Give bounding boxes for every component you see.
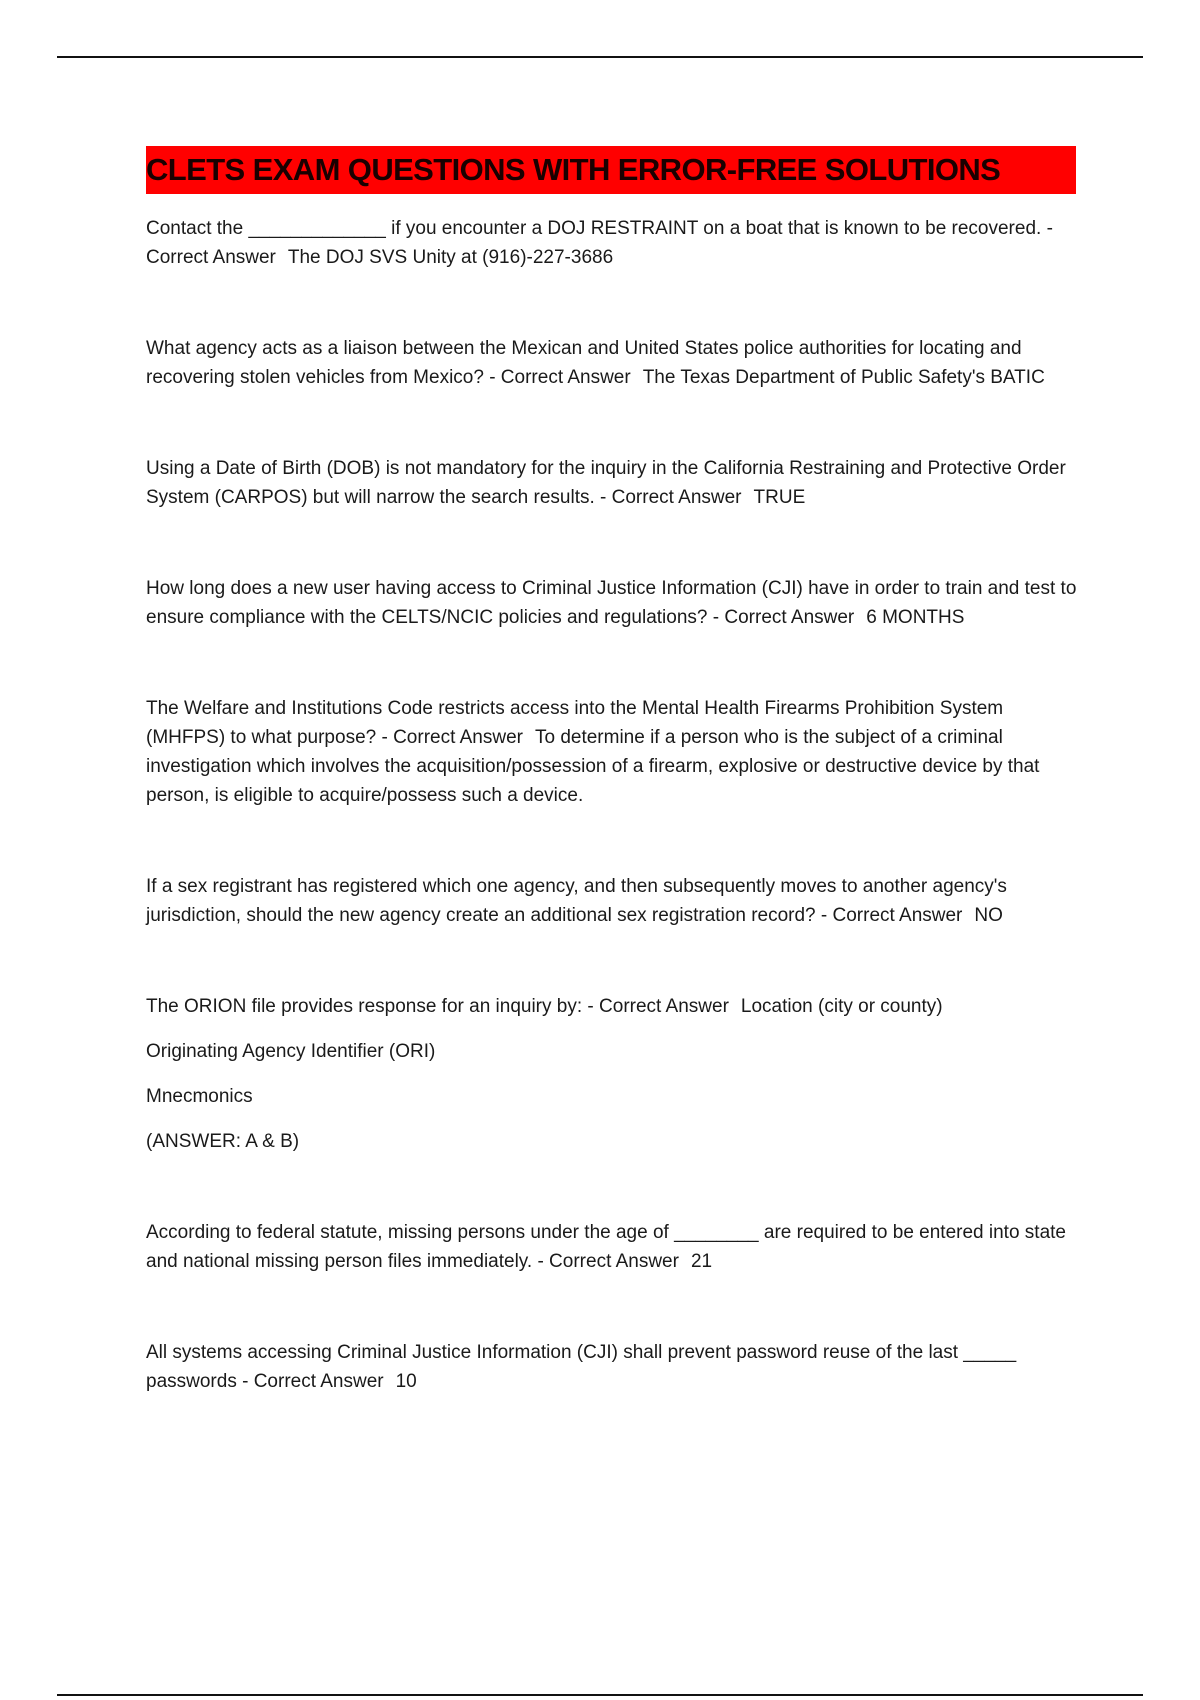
question: The Welfare and Institutions Code restricts access into the Mental Health Firearms Prohibition System (MHFPS) to what purpose? xyxy=(146,698,1004,748)
qa-text xyxy=(146,872,1080,930)
qa-item-2 xyxy=(146,334,1080,392)
question: According to federal statute, missing persons under the age of ________ are required to be entered into state and national missing person files immediately. xyxy=(146,1222,1066,1272)
qa-item-6 xyxy=(146,872,1080,930)
answer-label: - Correct Answer xyxy=(537,1251,679,1272)
answer: The Texas Department of Public Safety's BATIC xyxy=(642,367,1045,388)
top-rule xyxy=(57,56,1143,58)
qa-text xyxy=(146,992,1080,1021)
qa-text xyxy=(146,1338,1080,1396)
answer: Location (city or county) xyxy=(740,996,943,1017)
qa-text xyxy=(146,334,1080,392)
qa-item-5 xyxy=(146,694,1080,810)
qa-item-7 xyxy=(146,992,1080,1156)
answer-label: - Correct Answer xyxy=(587,996,729,1017)
document-body xyxy=(146,146,1080,1396)
question: How long does a new user having access to Criminal Justice Information (CJI) have in order to train and test to ensure compliance with the CELTS/NCIC policies and regulations? xyxy=(146,578,1077,628)
answer: NO xyxy=(974,905,1003,926)
answer: To determine if a person who is the subject of a criminal investigation which involves the acquisition/possession of a firearm, explosive or destructive device by that person, is eligible to acquire/possess such a device. xyxy=(146,727,1040,806)
answer-label: - Correct Answer xyxy=(489,367,631,388)
answer-label: - Correct Answer xyxy=(146,218,1053,268)
answer-option-line: Mnecmonics xyxy=(146,1086,253,1107)
answer-option-line: (ANSWER: A & B) xyxy=(146,1131,300,1152)
answer-label: - Correct Answer xyxy=(712,607,855,628)
qa-item-8 xyxy=(146,1218,1080,1276)
answer: 6 MONTHS xyxy=(866,607,965,628)
question: If a sex registrant has registered which one agency, and then subsequently moves to another agency's jurisdiction, should the new agency create an additional sex registration record? xyxy=(146,876,1007,926)
answer-option-line: Originating Agency Identifier (ORI) xyxy=(146,1041,436,1062)
qa-item-3 xyxy=(146,454,1080,512)
document-title: CLETS EXAM QUESTIONS WITH ERROR-FREE SOLUTIONS xyxy=(146,152,1001,187)
answer: 21 xyxy=(690,1251,713,1272)
qa-text xyxy=(146,214,1080,272)
qa-text xyxy=(146,694,1080,810)
answer: TRUE xyxy=(753,487,806,508)
answer-label: - Correct Answer xyxy=(600,487,742,508)
question: All systems accessing Criminal Justice Information (CJI) shall prevent password reuse of the last _____ passwords xyxy=(146,1342,1017,1392)
qa-text xyxy=(146,454,1080,512)
bottom-rule xyxy=(57,1694,1143,1696)
qa-item-1 xyxy=(146,214,1080,272)
answer: The DOJ SVS Unity at (916)-227-3686 xyxy=(287,247,614,268)
qa-text xyxy=(146,574,1080,632)
qa-text xyxy=(146,1218,1080,1276)
question: Contact the _____________ if you encounter a DOJ RESTRAINT on a boat that is known to be recovered. xyxy=(146,218,1042,239)
answer: 10 xyxy=(395,1371,417,1392)
answer-label: - Correct Answer xyxy=(820,905,963,926)
question: What agency acts as a liaison between the Mexican and United States police authorities for locating and recovering stolen vehicles from Mexico? xyxy=(146,338,1022,388)
answer-label: - Correct Answer xyxy=(381,727,523,748)
qa-item-9 xyxy=(146,1338,1080,1396)
question: The ORION file provides response for an inquiry by: xyxy=(146,996,583,1017)
qa-item-4 xyxy=(146,574,1080,632)
answer-label: - Correct Answer xyxy=(242,1371,384,1392)
question: Using a Date of Birth (DOB) is not mandatory for the inquiry in the California Restraining and Protective Order System (CARPOS) but will narrow the search results. xyxy=(146,458,1066,508)
title-highlight xyxy=(146,146,1076,194)
